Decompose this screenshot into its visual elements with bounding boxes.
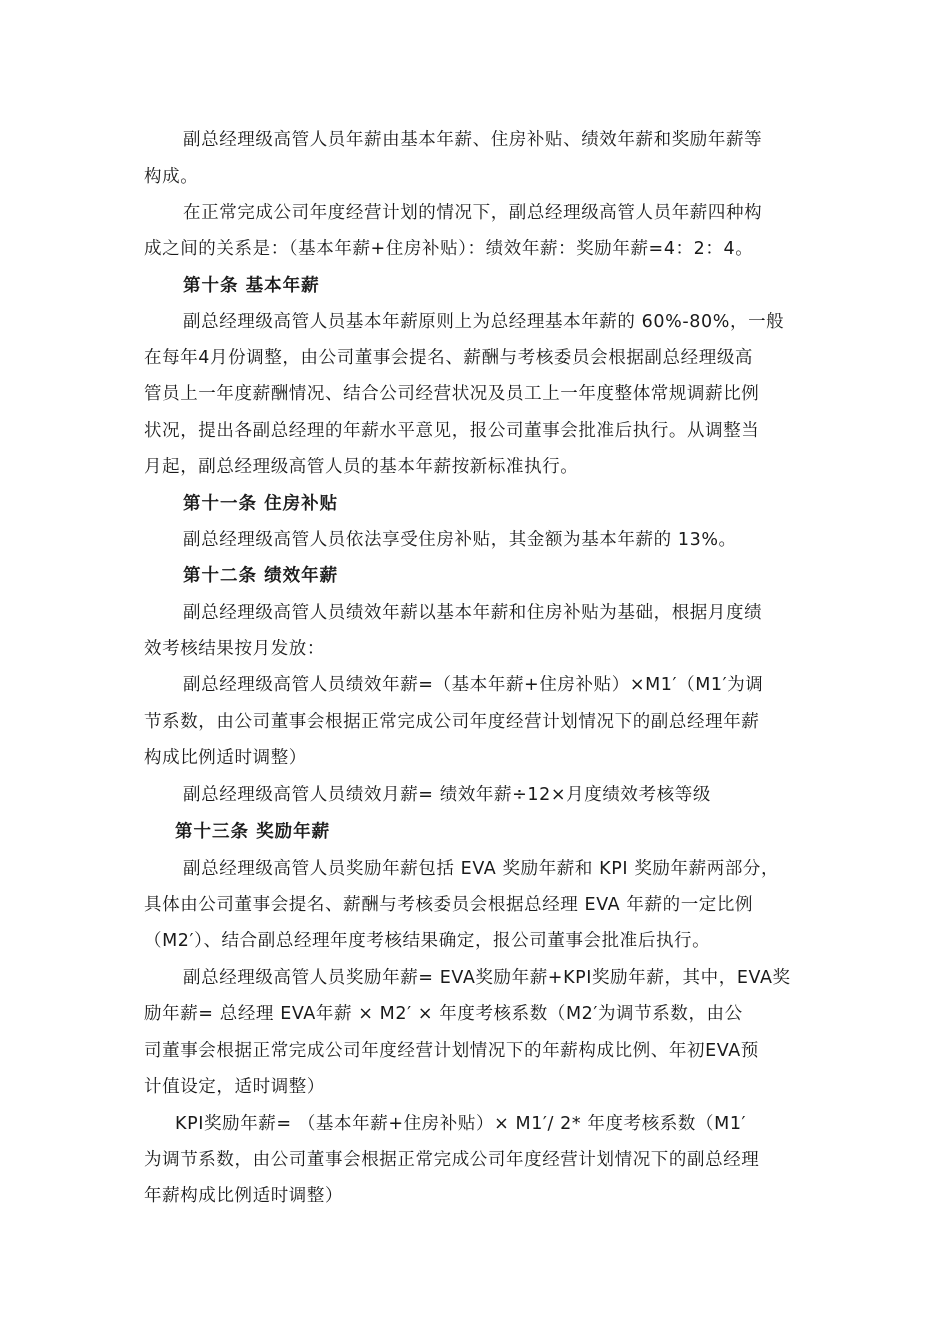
article-10-heading: 第十条 基本年薪 (183, 276, 320, 296)
article-11-heading: 第十一条 住房补贴 (183, 494, 339, 514)
paragraph-line: 成之间的关系是：（基本年薪+住房补贴）：绩效年薪：奖励年薪=4：2：4。 (144, 239, 754, 259)
paragraph-line: 节系数，由公司董事会根据正常完成公司年度经营计划情况下的副总经理年薪 (144, 712, 760, 732)
paragraph-line: 具体由公司董事会提名、薪酬与考核委员会根据总经理 EVA 年薪的一定比例 (144, 895, 754, 915)
paragraph-line: 为调节系数，由公司董事会根据正常完成公司年度经营计划情况下的副总经理 (144, 1150, 760, 1170)
paragraph-line: 年薪构成比例适时调整） (144, 1186, 344, 1206)
formula-line: 副总经理级高管人员绩效月薪= 绩效年薪÷12×月度绩效考核等级 (183, 785, 711, 805)
paragraph-line: 效考核结果按月发放： (144, 639, 325, 659)
paragraph-line: 状况，提出各副总经理的年薪水平意见，报公司董事会批准后执行。从调整当 (144, 421, 760, 441)
paragraph-line: 司董事会根据正常完成公司年度经营计划情况下的年薪构成比例、年初EVA预 (144, 1041, 759, 1061)
paragraph-line: 副总经理级高管人员依法享受住房补贴，其金额为基本年薪的 13%。 (183, 530, 737, 550)
paragraph-line: 励年薪= 总经理 EVA年薪 × M2′ × 年度考核系数（M2′为调节系数，由公 (144, 1004, 743, 1024)
paragraph-line: 月起，副总经理级高管人员的基本年薪按新标准执行。 (144, 457, 579, 477)
paragraph-line: 在正常完成公司年度经营计划的情况下，副总经理级高管人员年薪四种构 (183, 203, 763, 223)
paragraph-line: 副总经理级高管人员奖励年薪包括 EVA 奖励年薪和 KPI 奖励年薪两部分， (183, 859, 780, 879)
formula-line: 副总经理级高管人员奖励年薪= EVA奖励年薪+KPI奖励年薪，其中，EVA奖 (183, 968, 791, 988)
paragraph-line: 构成比例适时调整） (144, 748, 307, 768)
paragraph-line: 副总经理级高管人员绩效年薪以基本年薪和住房补贴为基础，根据月度绩 (183, 603, 763, 623)
paragraph-line: （M2′）、结合副总经理年度考核结果确定，报公司董事会批准后执行。 (144, 931, 711, 951)
paragraph-line: 副总经理级高管人员年薪由基本年薪、住房补贴、绩效年薪和奖励年薪等 (183, 130, 763, 150)
formula-line: 副总经理级高管人员绩效年薪=（基本年薪+住房补贴）×M1′（M1′为调 (183, 675, 764, 695)
paragraph-line: 构成。 (144, 167, 199, 187)
formula-line: KPI奖励年薪= （基本年薪+住房补贴）× M1′/ 2* 年度考核系数（M1′ (175, 1114, 747, 1134)
article-13-heading: 第十三条 奖励年薪 (175, 822, 331, 842)
paragraph-line: 管员上一年度薪酬情况、结合公司经营状况及员工上一年度整体常规调薪比例 (144, 384, 760, 404)
article-12-heading: 第十二条 绩效年薪 (183, 566, 339, 586)
paragraph-line: 计值设定，适时调整） (144, 1077, 325, 1097)
paragraph-line: 副总经理级高管人员基本年薪原则上为总经理基本年薪的 60%-80%，一般 (183, 312, 785, 332)
paragraph-line: 在每年4月份调整，由公司董事会提名、薪酬与考核委员会根据副总经理级高 (144, 348, 754, 368)
